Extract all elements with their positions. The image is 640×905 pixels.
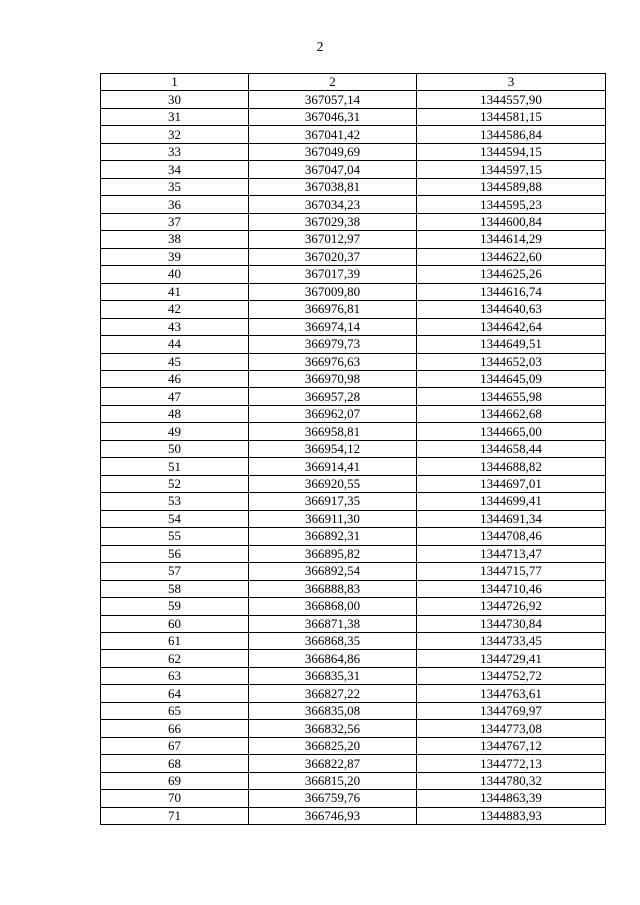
cell-point-number: 47 — [101, 388, 249, 405]
cell-y: 1344729,41 — [417, 650, 606, 667]
table-row — [101, 633, 606, 650]
table-header-row — [101, 74, 606, 91]
cell-x: 366864,86 — [249, 650, 417, 667]
table-row — [101, 650, 606, 667]
cell-point-number: 31 — [101, 108, 249, 125]
cell-y: 1344586,84 — [417, 126, 606, 143]
table-row — [101, 685, 606, 702]
cell-point-number: 56 — [101, 545, 249, 562]
cell-y: 1344640,63 — [417, 301, 606, 318]
cell-y: 1344616,74 — [417, 283, 606, 300]
cell-y: 1344773,08 — [417, 720, 606, 737]
cell-y: 1344652,03 — [417, 353, 606, 370]
cell-x: 366914,41 — [249, 458, 417, 475]
cell-x: 366888,83 — [249, 580, 417, 597]
table-row — [101, 301, 606, 318]
cell-y: 1344649,51 — [417, 336, 606, 353]
cell-x: 367034,23 — [249, 196, 417, 213]
cell-y: 1344733,45 — [417, 633, 606, 650]
cell-point-number: 63 — [101, 667, 249, 684]
cell-y: 1344642,64 — [417, 318, 606, 335]
table-row — [101, 196, 606, 213]
cell-y: 1344710,46 — [417, 580, 606, 597]
cell-y: 1344691,34 — [417, 510, 606, 527]
table-row — [101, 248, 606, 265]
cell-x: 366832,56 — [249, 720, 417, 737]
cell-point-number: 40 — [101, 266, 249, 283]
cell-y: 1344589,88 — [417, 178, 606, 195]
cell-y: 1344622,60 — [417, 248, 606, 265]
cell-y: 1344883,93 — [417, 807, 606, 824]
cell-y: 1344726,92 — [417, 598, 606, 615]
cell-y: 1344769,97 — [417, 702, 606, 719]
table-row — [101, 563, 606, 580]
cell-point-number: 35 — [101, 178, 249, 195]
cell-point-number: 58 — [101, 580, 249, 597]
cell-x: 366957,28 — [249, 388, 417, 405]
cell-x: 367020,37 — [249, 248, 417, 265]
cell-x: 366911,30 — [249, 510, 417, 527]
cell-point-number: 48 — [101, 405, 249, 422]
table-row — [101, 213, 606, 230]
column-header-point-number: 1 — [101, 74, 249, 91]
cell-x: 366871,38 — [249, 615, 417, 632]
cell-y: 1344665,00 — [417, 423, 606, 440]
table-row — [101, 720, 606, 737]
cell-x: 367017,39 — [249, 266, 417, 283]
cell-y: 1344597,15 — [417, 161, 606, 178]
cell-point-number: 32 — [101, 126, 249, 143]
table-row — [101, 126, 606, 143]
cell-x: 366825,20 — [249, 737, 417, 754]
cell-point-number: 52 — [101, 475, 249, 492]
table-row — [101, 336, 606, 353]
cell-x: 366868,00 — [249, 598, 417, 615]
table-row — [101, 475, 606, 492]
table-row — [101, 143, 606, 160]
table-row — [101, 178, 606, 195]
cell-point-number: 41 — [101, 283, 249, 300]
cell-point-number: 36 — [101, 196, 249, 213]
table-row — [101, 458, 606, 475]
cell-point-number: 43 — [101, 318, 249, 335]
cell-x: 367009,80 — [249, 283, 417, 300]
cell-y: 1344772,13 — [417, 755, 606, 772]
cell-x: 366822,87 — [249, 755, 417, 772]
cell-point-number: 53 — [101, 493, 249, 510]
cell-y: 1344713,47 — [417, 545, 606, 562]
cell-y: 1344614,29 — [417, 231, 606, 248]
table-row — [101, 772, 606, 789]
table-row — [101, 615, 606, 632]
cell-y: 1344595,23 — [417, 196, 606, 213]
cell-y: 1344594,15 — [417, 143, 606, 160]
cell-point-number: 61 — [101, 633, 249, 650]
cell-x: 366974,14 — [249, 318, 417, 335]
cell-x: 367049,69 — [249, 143, 417, 160]
cell-y: 1344688,82 — [417, 458, 606, 475]
table-row — [101, 493, 606, 510]
cell-x: 366892,31 — [249, 528, 417, 545]
cell-y: 1344662,68 — [417, 405, 606, 422]
column-header-x: 2 — [249, 74, 417, 91]
cell-x: 367029,38 — [249, 213, 417, 230]
table-body — [101, 91, 606, 825]
cell-x: 366759,76 — [249, 790, 417, 807]
cell-x: 366815,20 — [249, 772, 417, 789]
cell-point-number: 60 — [101, 615, 249, 632]
cell-point-number: 33 — [101, 143, 249, 160]
cell-point-number: 55 — [101, 528, 249, 545]
table-row — [101, 405, 606, 422]
page-number: 2 — [316, 40, 324, 55]
cell-x: 366746,93 — [249, 807, 417, 824]
cell-y: 1344697,01 — [417, 475, 606, 492]
cell-point-number: 42 — [101, 301, 249, 318]
cell-x: 366976,63 — [249, 353, 417, 370]
cell-point-number: 70 — [101, 790, 249, 807]
cell-y: 1344763,61 — [417, 685, 606, 702]
cell-point-number: 38 — [101, 231, 249, 248]
table-row — [101, 790, 606, 807]
table-row — [101, 528, 606, 545]
cell-point-number: 68 — [101, 755, 249, 772]
cell-x: 366976,81 — [249, 301, 417, 318]
cell-y: 1344557,90 — [417, 91, 606, 108]
cell-x: 367046,31 — [249, 108, 417, 125]
cell-y: 1344863,39 — [417, 790, 606, 807]
table-row — [101, 598, 606, 615]
cell-x: 367012,97 — [249, 231, 417, 248]
table-row — [101, 755, 606, 772]
cell-point-number: 44 — [101, 336, 249, 353]
table-row — [101, 318, 606, 335]
table-row — [101, 283, 606, 300]
cell-y: 1344655,98 — [417, 388, 606, 405]
table-row — [101, 807, 606, 824]
table-row — [101, 440, 606, 457]
cell-y: 1344752,72 — [417, 667, 606, 684]
cell-point-number: 64 — [101, 685, 249, 702]
table-row — [101, 737, 606, 754]
cell-x: 366954,12 — [249, 440, 417, 457]
cell-point-number: 62 — [101, 650, 249, 667]
cell-point-number: 34 — [101, 161, 249, 178]
cell-y: 1344625,26 — [417, 266, 606, 283]
table-row — [101, 161, 606, 178]
cell-point-number: 37 — [101, 213, 249, 230]
cell-y: 1344780,32 — [417, 772, 606, 789]
table-row — [101, 580, 606, 597]
cell-x: 366835,31 — [249, 667, 417, 684]
cell-x: 366962,07 — [249, 405, 417, 422]
cell-x: 366917,35 — [249, 493, 417, 510]
cell-point-number: 51 — [101, 458, 249, 475]
table-row — [101, 510, 606, 527]
cell-x: 367038,81 — [249, 178, 417, 195]
cell-point-number: 59 — [101, 598, 249, 615]
cell-point-number: 30 — [101, 91, 249, 108]
table-row — [101, 370, 606, 387]
table-row — [101, 353, 606, 370]
cell-y: 1344600,84 — [417, 213, 606, 230]
cell-y: 1344581,15 — [417, 108, 606, 125]
cell-point-number: 57 — [101, 563, 249, 580]
table-row — [101, 231, 606, 248]
cell-point-number: 66 — [101, 720, 249, 737]
coordinates-table — [100, 73, 606, 825]
table-row — [101, 108, 606, 125]
cell-y: 1344730,84 — [417, 615, 606, 632]
table-row — [101, 423, 606, 440]
cell-x: 367057,14 — [249, 91, 417, 108]
table-row — [101, 667, 606, 684]
cell-x: 366868,35 — [249, 633, 417, 650]
cell-x: 366920,55 — [249, 475, 417, 492]
cell-x: 366958,81 — [249, 423, 417, 440]
cell-point-number: 69 — [101, 772, 249, 789]
cell-x: 366895,82 — [249, 545, 417, 562]
cell-x: 367047,04 — [249, 161, 417, 178]
cell-point-number: 54 — [101, 510, 249, 527]
table-row — [101, 702, 606, 719]
cell-x: 366892,54 — [249, 563, 417, 580]
cell-point-number: 71 — [101, 807, 249, 824]
cell-x: 366835,08 — [249, 702, 417, 719]
cell-y: 1344645,09 — [417, 370, 606, 387]
cell-x: 366970,98 — [249, 370, 417, 387]
table-row — [101, 545, 606, 562]
cell-y: 1344715,77 — [417, 563, 606, 580]
cell-point-number: 45 — [101, 353, 249, 370]
table-row — [101, 266, 606, 283]
cell-point-number: 65 — [101, 702, 249, 719]
cell-point-number: 46 — [101, 370, 249, 387]
cell-y: 1344699,41 — [417, 493, 606, 510]
cell-point-number: 49 — [101, 423, 249, 440]
cell-y: 1344767,12 — [417, 737, 606, 754]
cell-x: 366827,22 — [249, 685, 417, 702]
table-row — [101, 388, 606, 405]
cell-point-number: 67 — [101, 737, 249, 754]
cell-y: 1344658,44 — [417, 440, 606, 457]
cell-x: 367041,42 — [249, 126, 417, 143]
table-row — [101, 91, 606, 108]
cell-y: 1344708,46 — [417, 528, 606, 545]
cell-x: 366979,73 — [249, 336, 417, 353]
column-header-y: 3 — [417, 74, 606, 91]
cell-point-number: 50 — [101, 440, 249, 457]
cell-point-number: 39 — [101, 248, 249, 265]
